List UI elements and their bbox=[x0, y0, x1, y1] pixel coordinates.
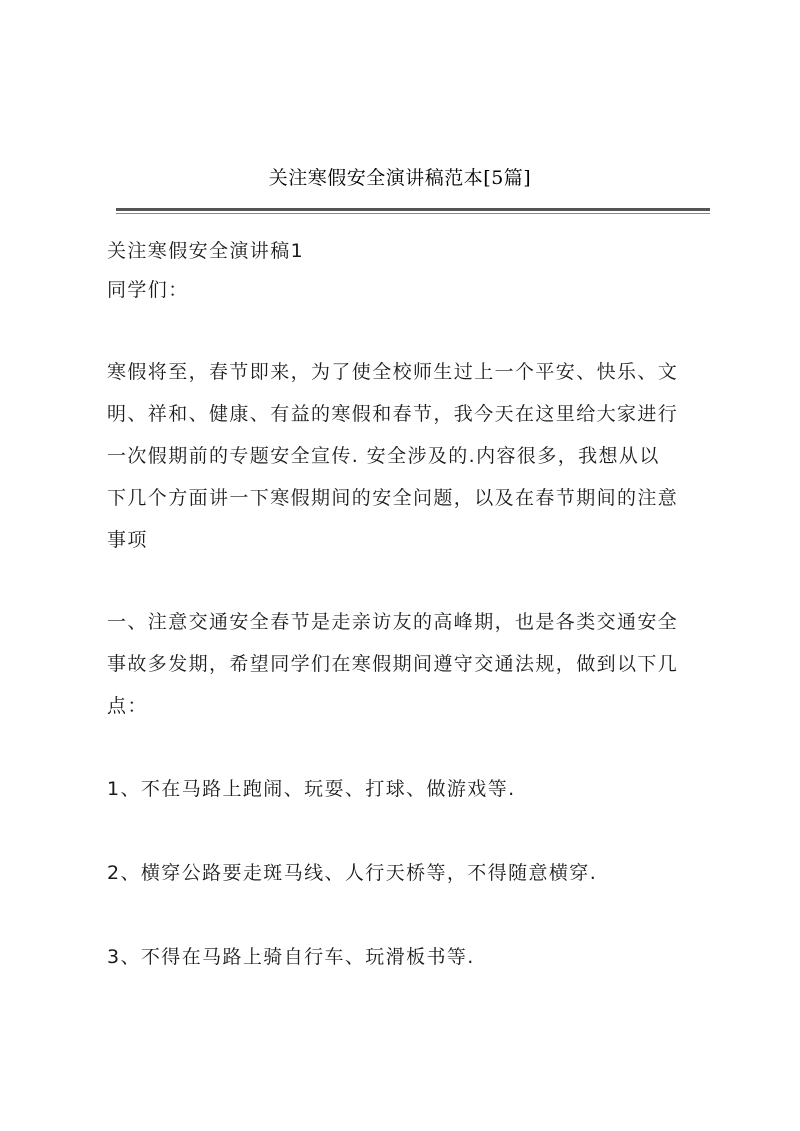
intro-line-5: 事项 bbox=[107, 529, 148, 551]
greeting: 同学们： bbox=[107, 279, 189, 301]
list-item-1: 1、不在马路上跑闹、玩耍、打球、做游戏等. bbox=[107, 778, 516, 800]
title-divider bbox=[116, 208, 710, 211]
list-item-2: 2、横穿公路要走斑马线、人行天桥等，不得随意横穿. bbox=[107, 862, 598, 884]
intro-line-4: 下几个方面讲一下寒假期间的安全问题，以及在春节期间的注意 bbox=[107, 487, 679, 509]
document-title: 关注寒假安全演讲稿范本[5篇] bbox=[268, 167, 532, 189]
intro-line-2: 明、祥和、健康、有益的寒假和春节，我今天在这里给大家进行 bbox=[107, 403, 679, 425]
traffic-line-1: 一、注意交通安全春节是走亲访友的高峰期，也是各类交通安全 bbox=[107, 611, 679, 633]
list-item-3: 3、不得在马路上骑自行车、玩滑板书等. bbox=[107, 946, 475, 968]
intro-line-1: 寒假将至，春节即来，为了使全校师生过上一个平安、快乐、文 bbox=[107, 361, 679, 383]
traffic-line-2: 事故多发期，希望同学们在寒假期间遵守交通法规，做到以下几 bbox=[107, 653, 679, 675]
section-heading: 关注寒假安全演讲稿1 bbox=[107, 240, 305, 262]
traffic-line-3: 点： bbox=[107, 695, 148, 717]
intro-line-3: 一次假期前的专题安全宣传. 安全涉及的.内容很多，我想从以 bbox=[107, 445, 660, 467]
